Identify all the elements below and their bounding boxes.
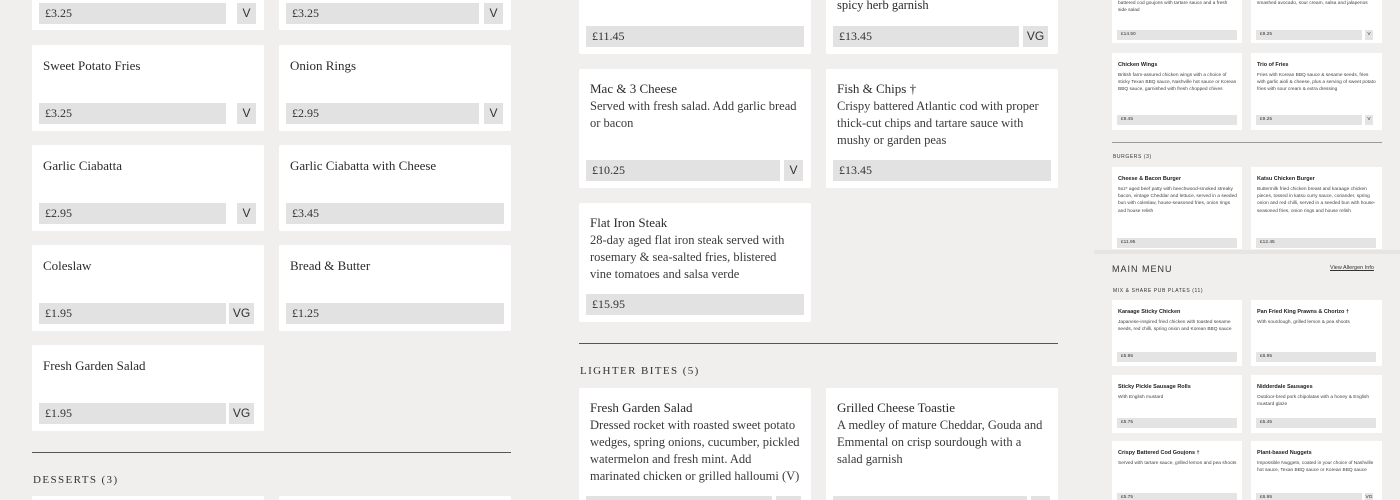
menu-item-card[interactable] — [32, 345, 264, 431]
item-description: With sourdough, grilled lemon & pea shoots — [1257, 320, 1350, 325]
menu-item-card[interactable] — [579, 0, 811, 54]
item-description: Served with fresh salad. Add garlic bread or bacon — [590, 99, 797, 130]
item-description: Crispy battered Atlantic cod with proper thick-cut chips and tartare sauce with mushy or garden peas — [837, 99, 1039, 147]
item-name: Grilled Cheese Toastie — [837, 400, 955, 415]
price-button[interactable]: £5.75 — [1117, 418, 1237, 428]
menu-item-card[interactable] — [1251, 441, 1382, 500]
price-button[interactable]: £2.95 — [286, 103, 479, 124]
diet-badge: V — [237, 103, 256, 124]
section-title-desserts: DESSERTS (3) — [33, 474, 119, 486]
diet-badge: VG — [1023, 26, 1048, 47]
section-divider — [579, 343, 1058, 344]
menu-item-card[interactable] — [32, 145, 264, 231]
price-button[interactable]: £3.45 — [286, 203, 504, 224]
diet-badge: V — [237, 3, 256, 24]
item-name: Fresh Garden Salad — [590, 400, 693, 415]
price-button[interactable]: £6.95 — [1256, 493, 1362, 500]
price-button[interactable]: £11.95 — [1117, 238, 1237, 248]
diet-badge: V — [784, 160, 803, 181]
section-title-burgers: BURGERS (3) — [1113, 154, 1152, 160]
section-divider — [32, 452, 511, 453]
menu-pane-sides — [0, 0, 543, 500]
menu-item-card[interactable] — [1251, 0, 1382, 43]
item-description: 6oz* aged beef patty with beechwood-smoked streaky bacon, vintage Cheddar and lettuce, served in a seeded bun with coleslaw, house-seasoned fries, onion rings and house relish — [1118, 187, 1237, 214]
menu-item-card[interactable] — [1251, 167, 1382, 249]
price-button[interactable]: £5.75 — [1117, 493, 1237, 500]
price-button[interactable]: £5.95 — [1117, 352, 1237, 362]
price-button[interactable]: £6.95 — [1256, 352, 1376, 362]
item-description: Dressed rocket with roasted sweet potato wedges, spring onions, cucumber, pickled watermelon and fresh mint. Add marinated chicken or grilled halloumi (V) — [590, 418, 800, 483]
menu-item-card[interactable] — [1112, 0, 1242, 43]
item-description: A medley of mature Cheddar, Gouda and Emmental on crisp sourdough with a salad garnish — [837, 418, 1043, 466]
menu-item-card[interactable] — [32, 0, 264, 30]
menu-item-card[interactable] — [1112, 53, 1242, 130]
item-name: Garlic Ciabatta with Cheese — [290, 158, 437, 173]
item-name: Trio of Fries — [1257, 62, 1289, 68]
menu-item-card[interactable] — [1112, 441, 1242, 500]
price-button[interactable]: £12.45 — [1256, 238, 1376, 248]
item-name: Sweet Potato Fries — [43, 58, 141, 73]
item-name: Karaage Sticky Chicken — [1118, 309, 1181, 315]
item-name: Onion Rings — [290, 58, 357, 73]
menu-item-card[interactable] — [826, 388, 1058, 500]
item-name: Flat Iron Steak — [590, 215, 668, 230]
item-description: Japanese-inspired fried chicken with toasted sesame seeds, red chilli, spring onion and Korean BBQ sauce — [1118, 320, 1232, 333]
item-name: Coleslaw — [43, 258, 92, 273]
price-button[interactable]: £9.25 — [1256, 115, 1362, 125]
item-name: Crispy Battered Cod Goujons † — [1118, 450, 1200, 456]
item-name: Nidderdale Sausages — [1257, 384, 1313, 390]
price-button[interactable]: £9.25 — [1256, 30, 1362, 40]
diet-badge — [776, 496, 801, 500]
menu-item-card[interactable] — [1112, 375, 1242, 433]
menu-item-card[interactable] — [1251, 53, 1382, 130]
menu-item-card[interactable] — [32, 45, 264, 131]
diet-badge: V — [1365, 30, 1373, 40]
item-description: spicy herb garnish — [837, 0, 929, 12]
item-name: Chicken Wings — [1118, 62, 1158, 68]
section-title-lighter-bites: LIGHTER BITES (5) — [580, 365, 700, 377]
item-description: British farm-assured chicken wings with a choice of sticky Texan BBQ sauce, Nashville hot sauce or Korean BBQ sauce, garnished with fresh chopped chives — [1118, 73, 1237, 93]
item-name: Fish & Chips † — [837, 81, 917, 96]
menu-item-card[interactable] — [32, 245, 264, 331]
price-button[interactable]: £13.45 — [833, 26, 1019, 47]
price-button[interactable]: £1.25 — [286, 303, 504, 324]
menu-item-card[interactable] — [579, 203, 811, 322]
item-name: Katsu Chicken Burger — [1257, 176, 1315, 182]
menu-item-card[interactable] — [279, 45, 511, 131]
item-description: Impossible Nuggets, coated in your choice of Nashville hot sauce, Texan BBQ sauce or Korean BBQ sauce — [1257, 461, 1374, 474]
item-description: With English mustard — [1118, 395, 1164, 400]
item-name: Sticky Pickle Sausage Rolls — [1118, 384, 1191, 390]
menu-item-card[interactable] — [279, 0, 511, 30]
item-name: Cheese & Bacon Burger — [1118, 176, 1181, 182]
menu-item-card[interactable] — [1112, 167, 1242, 249]
price-button[interactable]: £9.45 — [1117, 115, 1237, 125]
menu-item-card[interactable] — [32, 496, 264, 500]
price-button[interactable]: £2.95 — [39, 203, 226, 224]
menu-item-card[interactable] — [1251, 375, 1382, 433]
price-button[interactable]: £14.50 — [1117, 30, 1237, 40]
menu-pane-mains — [547, 0, 1090, 500]
diet-badge: V — [484, 103, 503, 124]
price-button[interactable]: £5.45 — [1256, 418, 1376, 428]
price-button[interactable]: £1.95 — [39, 303, 226, 324]
price-button[interactable]: £1.95 — [39, 403, 226, 424]
price-button[interactable]: £10.25 — [586, 160, 780, 181]
item-description: Buttermilk fried chicken breast and karaage chicken pieces, tossed in katsu curry sauce, coriander, spring onion and red chilli, served in a seeded bun with house-seasoned fries, onion rings and house relish — [1257, 187, 1376, 214]
menu-item-card[interactable] — [1251, 300, 1382, 366]
item-description: Outdoor-bred pork chipolatas with a honey & English mustard glaze — [1257, 395, 1369, 408]
price-button[interactable]: £3.25 — [39, 3, 226, 24]
diet-badge: VG — [1365, 493, 1373, 500]
item-name: Plant-based Nuggets — [1257, 450, 1312, 456]
diet-badge: VG — [229, 403, 254, 424]
price-button[interactable]: £11.45 — [586, 26, 804, 47]
menu-pane-overview — [1094, 0, 1400, 500]
price-button[interactable] — [586, 496, 772, 500]
item-name: Bread & Butter — [290, 258, 371, 273]
panel-separator — [1094, 250, 1400, 254]
price-button[interactable]: £3.25 — [39, 103, 226, 124]
item-name: Garlic Ciabatta — [43, 158, 123, 173]
item-name: Pan Fried King Prawns & Chorizo † — [1257, 309, 1349, 315]
item-description: battered cod goujons with tartare sauce and a fresh side salad — [1118, 1, 1228, 14]
price-button[interactable] — [833, 496, 1027, 500]
item-description: 28-day aged flat iron steak served with rosemary & sea-salted fries, blistered vine tomatoes and salsa verde — [590, 233, 785, 281]
diet-badge: V — [1365, 115, 1373, 125]
item-description: smashed avocado, sour cream, salsa and jalapenos — [1257, 1, 1368, 6]
main-menu-title: MAIN MENU — [1112, 264, 1173, 274]
menu-item-card[interactable] — [579, 388, 811, 500]
item-description: Served with tartare sauce, grilled lemon and pea shoots — [1118, 461, 1237, 466]
diet-badge — [1031, 496, 1050, 500]
allergen-info-link[interactable]: View Allergen Info — [1330, 265, 1374, 271]
menu-item-card[interactable] — [279, 496, 511, 500]
item-name: Mac & 3 Cheese — [590, 81, 678, 96]
menu-item-card[interactable] — [826, 0, 1058, 54]
menu-item-card[interactable] — [1112, 300, 1242, 366]
menu-item-card[interactable] — [279, 145, 511, 231]
menu-item-card[interactable] — [579, 69, 811, 188]
section-title-mix-share: MIX & SHARE PUB PLATES (11) — [1113, 288, 1204, 294]
item-name: Fresh Garden Salad — [43, 358, 146, 373]
diet-badge: V — [237, 203, 256, 224]
price-button[interactable]: £15.95 — [586, 294, 804, 315]
menu-item-card[interactable] — [826, 69, 1058, 188]
section-divider — [1112, 142, 1382, 143]
item-description: Fries with Korean BBQ sauce & sesame seeds, fries with garlic aioli & cheese, plus a serving of sweet potato fries with sour cream & extra dressing — [1257, 73, 1376, 93]
menu-item-card[interactable] — [279, 245, 511, 331]
price-button[interactable]: £13.45 — [833, 160, 1051, 181]
diet-badge: VG — [229, 303, 254, 324]
price-button[interactable]: £3.25 — [286, 3, 479, 24]
diet-badge: V — [484, 3, 503, 24]
